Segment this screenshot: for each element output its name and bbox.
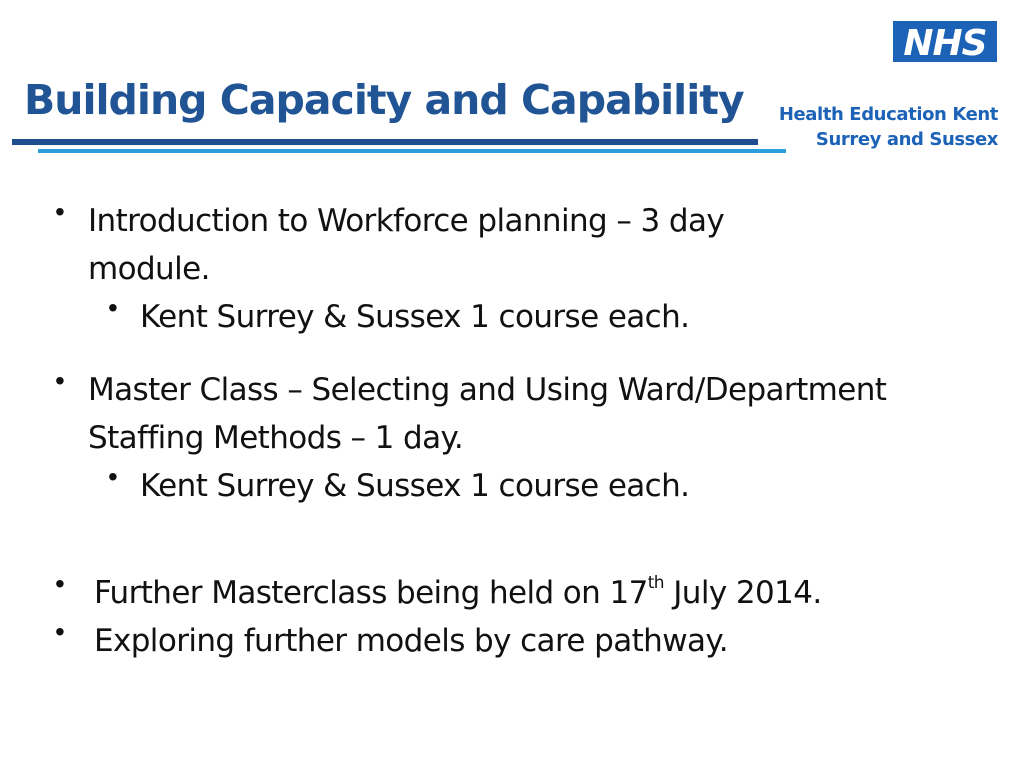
bullet-3-date: July 2014. bbox=[663, 575, 822, 611]
bullet-1-sub: Kent Surrey & Sussex 1 course each. bbox=[140, 299, 690, 335]
bullet-marker: • bbox=[55, 365, 65, 396]
bullet-3 bbox=[94, 569, 822, 617]
bullet-1-line2: module. bbox=[88, 251, 210, 287]
bullet-2-line1: Master Class – Selecting and Using Ward/Department bbox=[88, 372, 887, 408]
sub-bullet-marker: • bbox=[108, 461, 118, 492]
title-underline-dark bbox=[12, 139, 758, 145]
nhs-logo bbox=[893, 21, 997, 62]
title-underline-light bbox=[38, 149, 786, 153]
nhs-logo-text: NHS bbox=[903, 23, 987, 62]
slide-title: Building Capacity and Capability bbox=[24, 76, 744, 124]
bullet-2-line2: Staffing Methods – 1 day. bbox=[88, 420, 464, 456]
bullet-4: Exploring further models by care pathway. bbox=[94, 623, 728, 659]
bullet-3-text: Further Masterclass being held on 17 bbox=[94, 575, 648, 611]
org-name-line1: Health Education Kent bbox=[778, 104, 998, 125]
org-name-line2: Surrey and Sussex bbox=[815, 129, 998, 150]
bullet-1-line1: Introduction to Workforce planning – 3 day bbox=[88, 203, 725, 239]
bullet-3-ordinal: th bbox=[647, 572, 664, 593]
sub-bullet-marker: • bbox=[108, 292, 118, 323]
bullet-2-sub: Kent Surrey & Sussex 1 course each. bbox=[140, 468, 690, 504]
bullet-marker: • bbox=[55, 196, 65, 227]
bullet-marker: • bbox=[55, 568, 65, 599]
org-name bbox=[779, 102, 998, 152]
bullet-marker: • bbox=[55, 616, 65, 647]
